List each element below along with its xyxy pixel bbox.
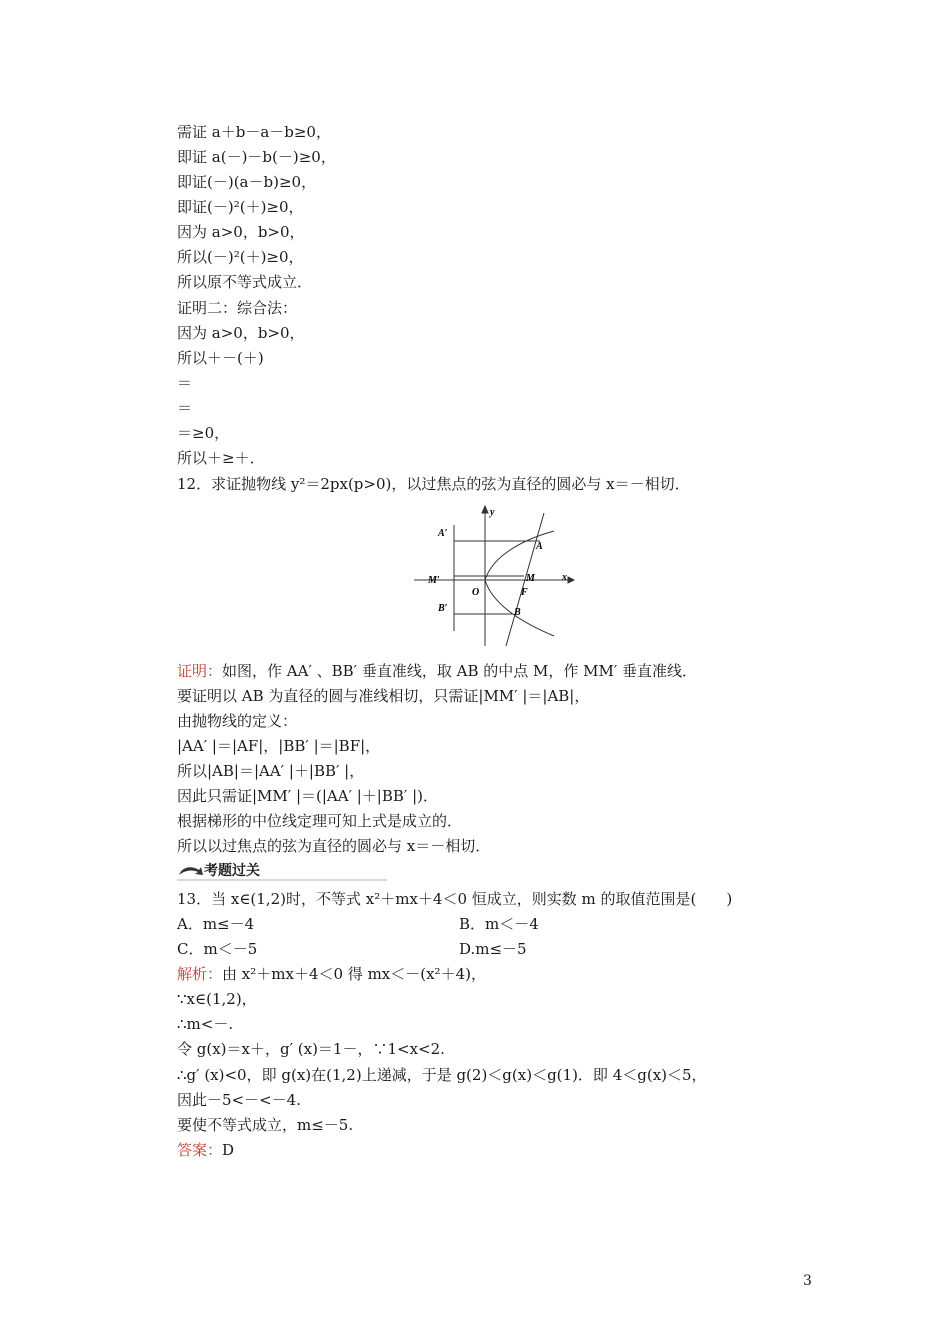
proof-line: ＝ bbox=[177, 374, 193, 392]
proof-label: 证明： bbox=[177, 662, 223, 680]
label-b-prime: B′ bbox=[438, 603, 448, 614]
answer-label: 答案： bbox=[177, 1141, 223, 1159]
proof-line: 因为 a>0，b>0， bbox=[177, 223, 305, 241]
option-a: A．m≤－4 bbox=[177, 915, 255, 933]
proof-12-line: 由抛物线的定义： bbox=[177, 712, 298, 730]
label-b: B bbox=[514, 607, 521, 618]
question-12-text: 12．求证抛物线 y²＝2px(p>0)，以过焦点的弦为直径的圆必与 x＝－相切． bbox=[177, 475, 690, 493]
section-title: 考题过关 bbox=[204, 863, 260, 879]
proof-12-line: |AA′ |＝|AF|，|BB′ |＝|BF|， bbox=[177, 737, 381, 755]
proof-line: 所以＋≥＋． bbox=[177, 449, 265, 467]
figure-labels bbox=[427, 507, 567, 618]
proof-line: ＝≥0， bbox=[177, 424, 230, 442]
x-axis-arrow bbox=[568, 577, 574, 583]
label-m-prime: M′ bbox=[428, 575, 440, 586]
solution-label: 解析： bbox=[177, 965, 223, 983]
proof-line: 所以原不等式成立． bbox=[177, 273, 313, 291]
solution-first-line bbox=[177, 964, 486, 984]
proof-line: ＝ bbox=[177, 399, 193, 417]
label-a-prime: A′ bbox=[438, 528, 448, 539]
page-number: 3 bbox=[803, 1273, 812, 1289]
option-d: D.m≤－5 bbox=[459, 940, 527, 958]
label-origin: O bbox=[472, 587, 480, 598]
answer-value: D bbox=[222, 1141, 235, 1159]
proof-line: 需证 a＋b－a－b≥0， bbox=[177, 123, 331, 141]
label-m: M bbox=[526, 573, 535, 584]
label-focus: F bbox=[521, 587, 528, 598]
solution-line: 要使不等式成立，m≤－5. bbox=[177, 1116, 354, 1134]
option-c: C．m＜－5 bbox=[177, 940, 258, 958]
proof-line: 证明二：综合法： bbox=[177, 299, 298, 317]
parabola-curve bbox=[485, 531, 554, 636]
question-13-text: 13．当 x∈(1,2)时，不等式 x²＋mx＋4＜0 恒成立，则实数 m 的取值范围是( ) bbox=[177, 890, 733, 908]
solution-line: ∴m<－. bbox=[177, 1015, 234, 1033]
proof-12-line: 要证明以 AB 为直径的圆与准线相切，只需证|MM′ |＝|AB|， bbox=[177, 687, 590, 705]
proof-line: 因为 a>0，b>0， bbox=[177, 324, 305, 342]
solution-line: ∵x∈(1,2)， bbox=[177, 990, 257, 1008]
label-a: A bbox=[536, 541, 543, 552]
solution-line: ∴g′ (x)<0，即 g(x)在(1,2)上递减，于是 g(2)＜g(x)＜g(1)．即 4＜g(x)＜5， bbox=[177, 1066, 707, 1084]
proof-12-line: 根据梯形的中位线定理可知上式是成立的． bbox=[177, 812, 463, 830]
proof-line: 即证(－)²(＋)≥0， bbox=[177, 198, 304, 216]
proof-line: 即证(－)(a－b)≥0， bbox=[177, 173, 317, 191]
proof-12-line: 所以|AB|＝|AA′ |＋|BB′ |， bbox=[177, 762, 365, 780]
answer-line bbox=[177, 1140, 234, 1160]
label-x-axis: x bbox=[562, 572, 567, 583]
proof-12-text: 如图，作 AA′ 、BB′ 垂直准线，取 AB 的中点 M，作 MM′ 垂直准线． bbox=[222, 662, 698, 680]
proof-12-line: 所以以过焦点的弦为直径的圆必与 x＝－相切． bbox=[177, 837, 491, 855]
option-b: B．m＜－4 bbox=[459, 915, 539, 933]
y-axis-arrow bbox=[482, 506, 488, 513]
proof-12-first-line bbox=[177, 661, 697, 681]
proof-12-line: 因此只需证|MM′ |＝(|AA′ |＋|BB′ |)． bbox=[177, 787, 438, 805]
proof-line: 所以＋－(＋) bbox=[177, 349, 264, 367]
proof-line: 所以(－)²(＋)≥0， bbox=[177, 248, 304, 266]
solution-line: 令 g(x)＝x＋，g′ (x)＝1－，∵1<x<2. bbox=[177, 1040, 445, 1058]
solution-line: 因此－5<－<－4. bbox=[177, 1091, 301, 1109]
proof-line: 即证 a(－)－b(－)≥0， bbox=[177, 148, 336, 166]
solution-text: 由 x²＋mx＋4＜0 得 mx＜－(x²＋4)， bbox=[222, 965, 486, 983]
label-y-axis: y bbox=[490, 507, 495, 518]
parabola-figure bbox=[408, 503, 578, 651]
